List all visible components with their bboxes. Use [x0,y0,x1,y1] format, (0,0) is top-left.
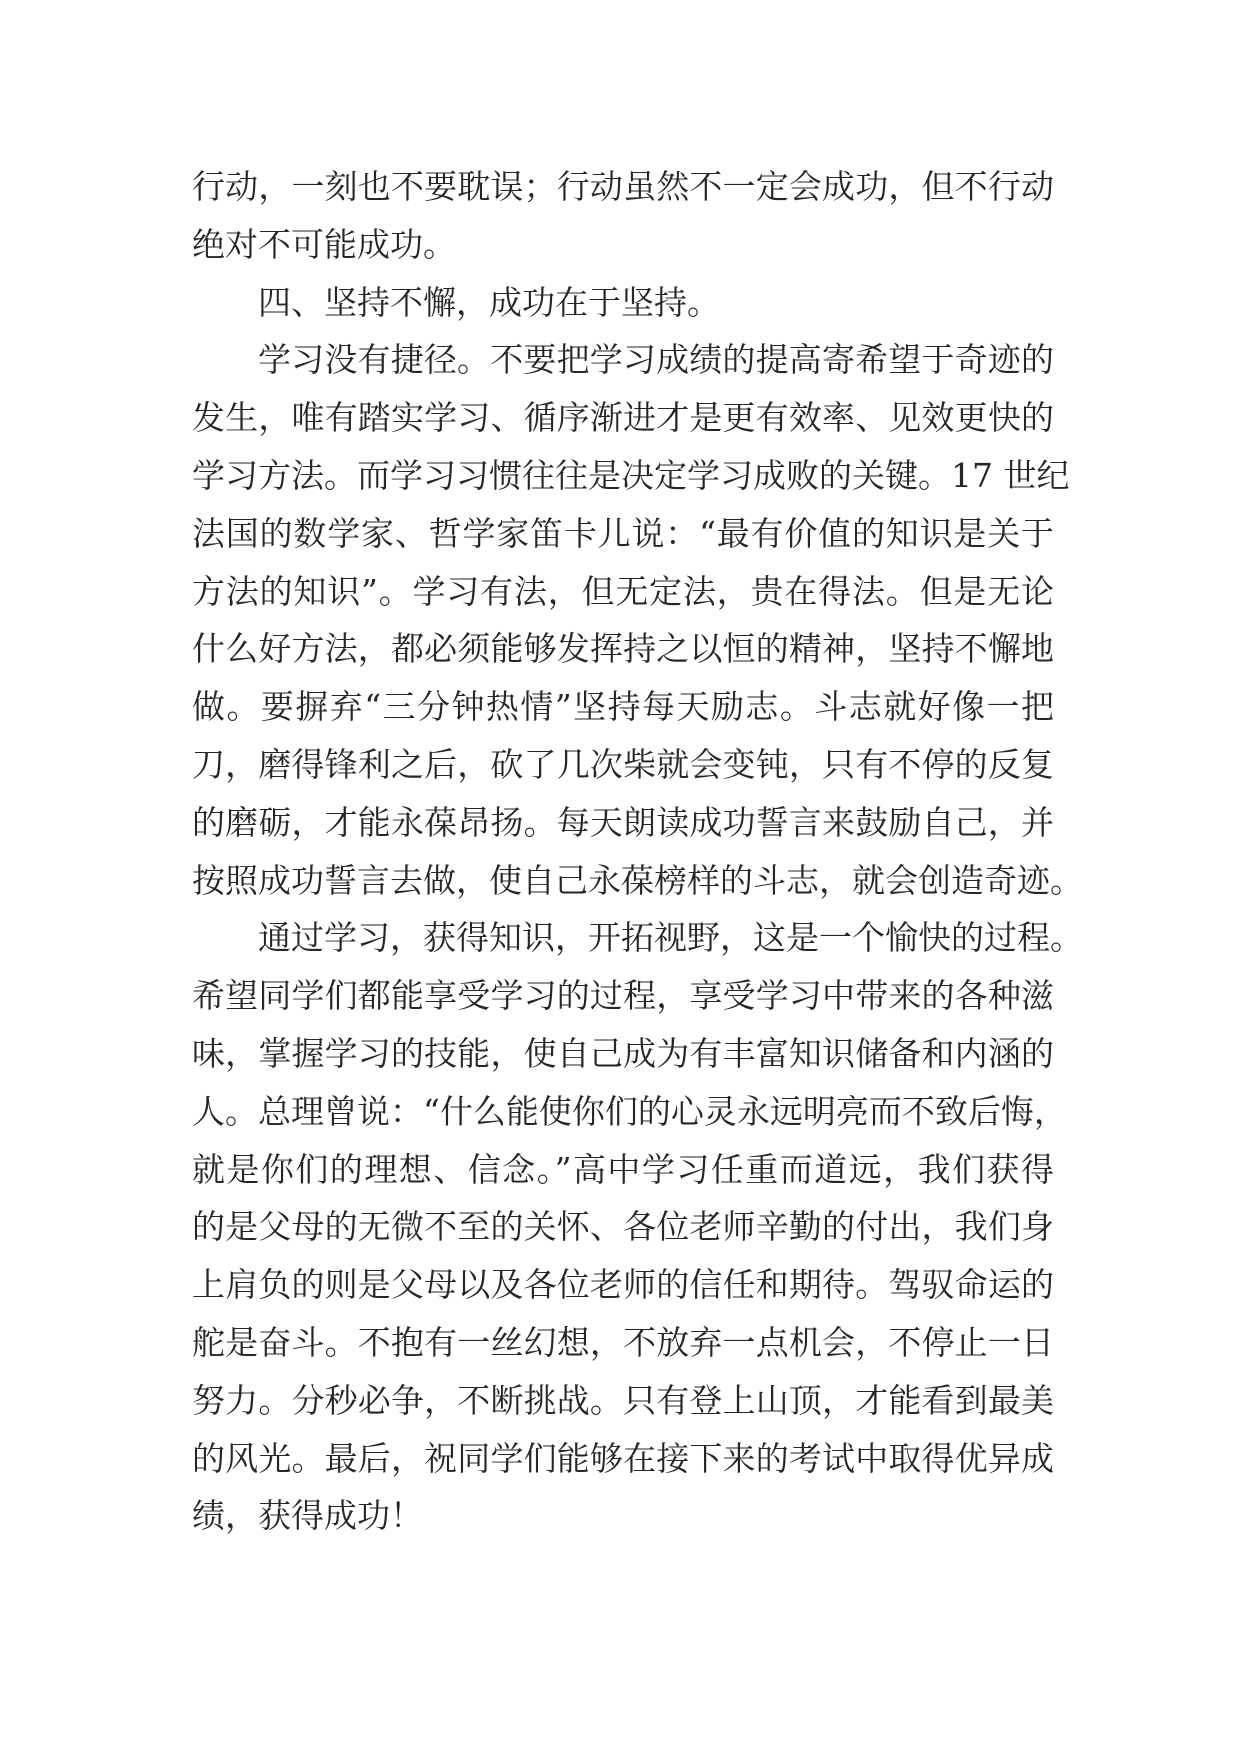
text-line: 学习方法。而学习习惯往往是决定学习成败的关键。17 世纪 [192,455,1070,495]
text-line: 味，掌握学习的技能，使自己成为有丰富知识储备和内涵的 [192,1033,1054,1073]
text-line: 学习没有捷径。不要把学习成绩的提高寄希望于奇迹的 [258,340,1054,380]
text-line: 上肩负的则是父母以及各位老师的信任和期待。驾驭命运的 [192,1265,1054,1305]
text-line: 做。要摒弃“三分钟热情”坚持每天励志。斗志就好像一把 [192,687,1054,727]
text-line: 绩，获得成功！ [192,1496,423,1536]
text-line: 努力。分秒必争，不断挑战。只有登上山顶，才能看到最美 [192,1380,1054,1420]
text-line: 按照成功誓言去做，使自己永葆榜样的斗志，就会创造奇迹。 [192,860,1083,900]
text-line: 刀，磨得锋利之后，砍了几次柴就会变钝，只有不停的反复 [192,744,1054,784]
text-line: 行动，一刻也不要耽误；行动虽然不一定会成功，但不行动 [192,167,1054,206]
text-line: 方法的知识”。学习有法，但无定法，贵在得法。但是无论 [192,571,1054,611]
text-line: 的是父母的无微不至的关怀、各位老师辛勤的付出，我们身 [192,1207,1054,1247]
section-heading: 四、坚持不懈，成功在于坚持。 [258,282,720,322]
text-line: 的磨砺，才能永葆昂扬。每天朗读成功誓言来鼓励自己，并 [192,802,1054,842]
text-line: 通过学习，获得知识，开拓视野，这是一个愉快的过程。 [258,918,1083,958]
text-line: 希望同学们都能享受学习的过程，享受学习中带来的各种滋 [192,976,1054,1016]
text-line: 绝对不可能成功。 [192,224,456,264]
text-line: 发生，唯有踏实学习、循序渐进才是更有效率、见效更快的 [192,398,1054,438]
body-text [192,158,1083,1545]
text-line: 法国的数学家、哲学家笛卡儿说：“最有价值的知识是关于 [192,513,1054,553]
text-line: 人。总理曾说：“什么能使你们的心灵永远明亮而不致后悔， [192,1091,1067,1131]
text-line: 就是你们的理想、信念。”高中学习任重而道远，我们获得 [192,1149,1054,1189]
text-line: 的风光。最后，祝同学们能够在接下来的考试中取得优异成 [192,1438,1054,1478]
text-line: 什么好方法，都必须能够发挥持之以恒的精神，坚持不懈地 [192,629,1054,669]
text-line: 舵是奋斗。不抱有一丝幻想，不放弃一点机会，不停止一日 [192,1322,1054,1362]
